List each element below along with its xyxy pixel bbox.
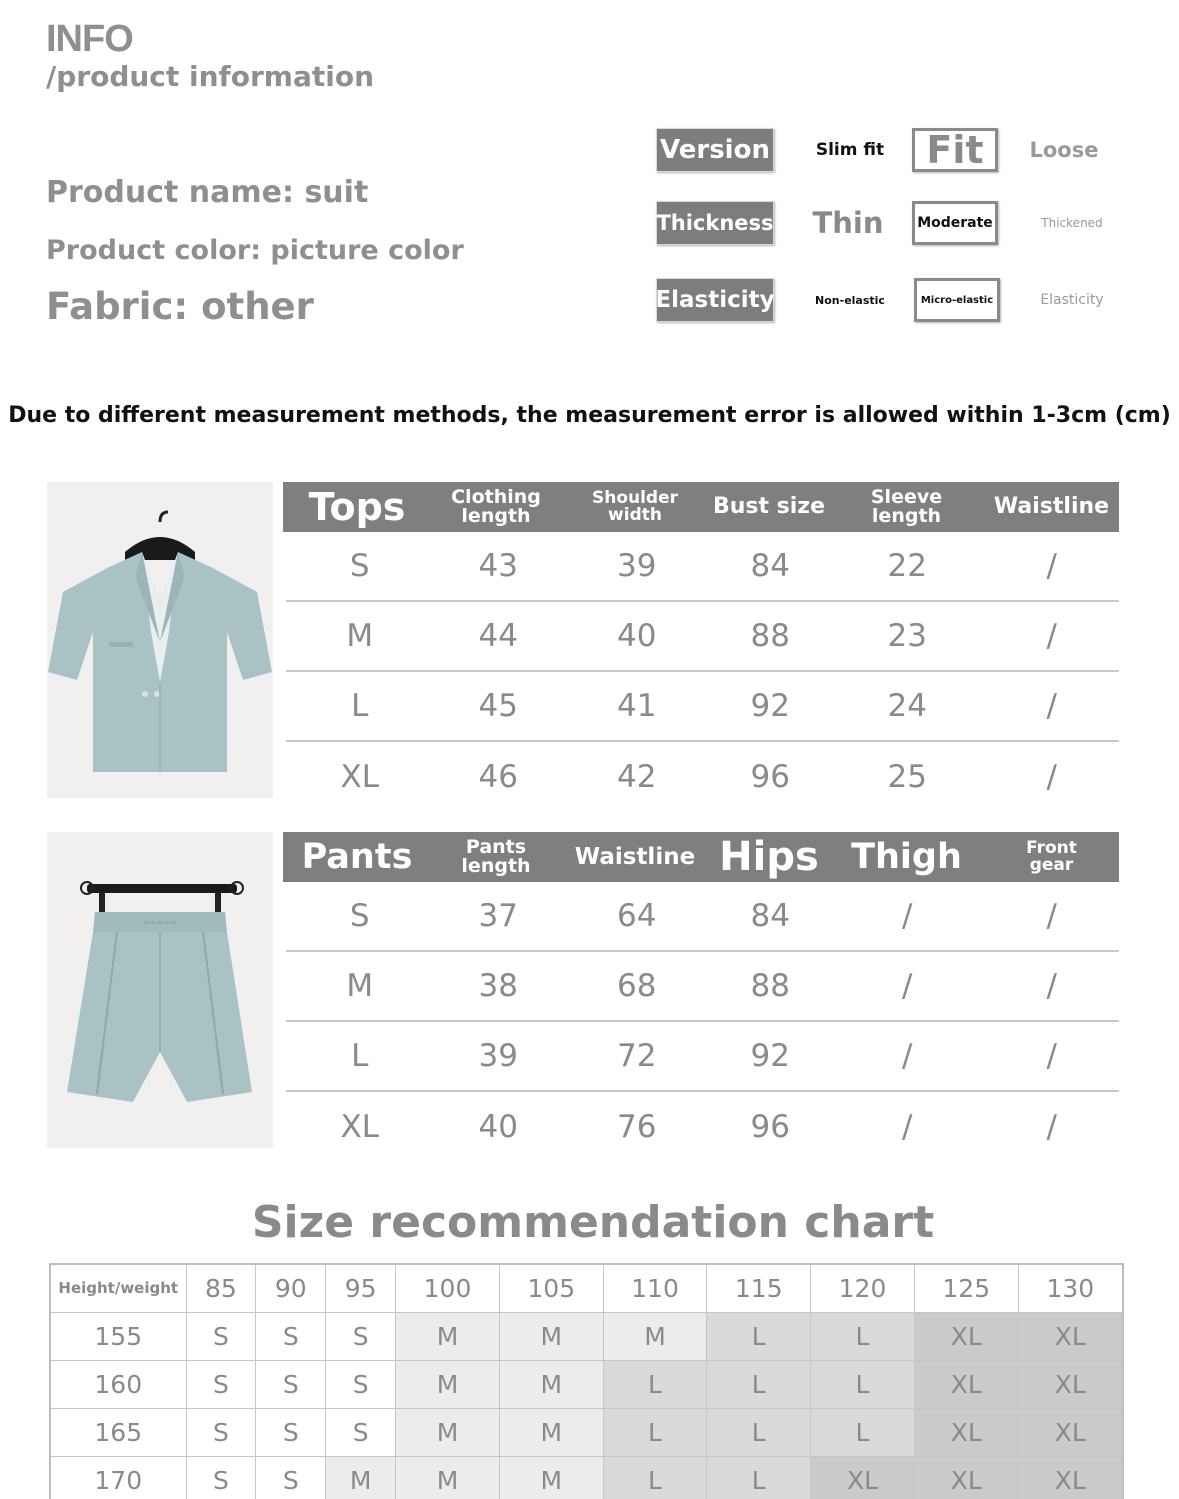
size-cell: M xyxy=(499,1408,603,1456)
value-cell: 92 xyxy=(750,1038,790,1074)
attribute-option: Non-elastic xyxy=(815,293,885,307)
size-cell: L xyxy=(351,1038,369,1074)
table-row xyxy=(50,1456,1123,1499)
table-row xyxy=(286,742,1119,812)
size-cell: M xyxy=(603,1312,707,1360)
attribute-row-elasticity xyxy=(656,278,1126,322)
size-cell: L xyxy=(707,1360,811,1408)
size-cell: XL xyxy=(340,759,379,795)
weight-cell: 105 xyxy=(499,1264,603,1312)
value-cell: 96 xyxy=(750,1109,790,1145)
tops-header-row xyxy=(283,482,1119,532)
svg-text:≈≈≈≈≈: ≈≈≈≈≈ xyxy=(143,918,177,927)
value-cell: / xyxy=(1046,618,1057,654)
value-cell: 40 xyxy=(478,1109,518,1145)
tops-header-cell: Clothing length xyxy=(451,486,541,527)
size-cell: M xyxy=(346,618,374,654)
value-cell: 84 xyxy=(750,898,790,934)
size-cell: S xyxy=(186,1456,256,1499)
value-cell: 68 xyxy=(617,968,657,1004)
value-cell: 76 xyxy=(617,1109,657,1145)
size-cell: M xyxy=(396,1360,500,1408)
size-cell: M xyxy=(396,1408,500,1456)
value-cell: / xyxy=(1046,968,1057,1004)
value-cell: 38 xyxy=(478,968,518,1004)
size-cell: L xyxy=(603,1408,707,1456)
size-cell: M xyxy=(346,968,374,1004)
value-cell: / xyxy=(902,898,913,934)
value-cell: 41 xyxy=(617,688,657,724)
size-cell: XL xyxy=(1018,1408,1123,1456)
height-cell: 160 xyxy=(50,1360,186,1408)
table-row xyxy=(50,1312,1123,1360)
tops-size-table xyxy=(283,482,1119,812)
weight-cell: 85 xyxy=(186,1264,256,1312)
attribute-option-selected: Micro-elastic xyxy=(914,278,1000,322)
value-cell: 88 xyxy=(750,968,790,1004)
size-cell: M xyxy=(326,1456,396,1499)
tops-header-cell: Shoulder width xyxy=(591,488,679,525)
table-row xyxy=(286,532,1119,602)
size-cell: XL xyxy=(811,1456,915,1499)
recommendation-header-row xyxy=(50,1264,1123,1312)
pants-header-cell: Front gear xyxy=(1026,838,1077,875)
size-cell: S xyxy=(349,548,370,584)
size-cell: S xyxy=(256,1312,326,1360)
size-cell: L xyxy=(603,1360,707,1408)
value-cell: 84 xyxy=(750,548,790,584)
value-cell: 40 xyxy=(617,618,657,654)
value-cell: / xyxy=(902,968,913,1004)
size-cell: L xyxy=(707,1312,811,1360)
info-title: INFO xyxy=(46,18,133,60)
tops-product-image xyxy=(47,482,273,798)
size-cell: XL xyxy=(1018,1312,1123,1360)
tops-header-cell: Sleeve length xyxy=(870,486,943,527)
value-cell: 96 xyxy=(750,759,790,795)
pants-header-cell: Waistline xyxy=(574,843,696,870)
tops-header-cell: Bust size xyxy=(712,494,826,519)
weight-cell: 110 xyxy=(603,1264,707,1312)
value-cell: / xyxy=(1046,548,1057,584)
size-cell: L xyxy=(351,688,369,724)
size-cell: L xyxy=(603,1456,707,1499)
weight-cell: 95 xyxy=(326,1264,396,1312)
attribute-option: Elasticity xyxy=(1040,292,1104,308)
size-cell: M xyxy=(499,1360,603,1408)
table-row xyxy=(286,1022,1119,1092)
size-cell: XL xyxy=(340,1109,379,1145)
value-cell: 46 xyxy=(478,759,518,795)
size-cell: S xyxy=(256,1360,326,1408)
attribute-row-version xyxy=(656,128,1126,172)
size-cell: XL xyxy=(914,1360,1018,1408)
value-cell: 22 xyxy=(887,548,927,584)
pants-header-cell: Thigh xyxy=(851,836,962,877)
size-cell: S xyxy=(349,898,370,934)
table-row xyxy=(286,672,1119,742)
value-cell: 42 xyxy=(617,759,657,795)
size-cell: S xyxy=(326,1312,396,1360)
size-cell: S xyxy=(326,1360,396,1408)
tops-header-title: Tops xyxy=(308,485,406,529)
attribute-option: Thickened xyxy=(1041,216,1103,230)
table-row xyxy=(286,952,1119,1022)
value-cell: 44 xyxy=(478,618,518,654)
pants-header-cell: Hips xyxy=(719,834,819,880)
value-cell: / xyxy=(1046,688,1057,724)
tops-header-cell: Waistline xyxy=(993,494,1110,519)
attribute-option-selected: Fit xyxy=(912,128,998,172)
size-cell: L xyxy=(707,1408,811,1456)
value-cell: / xyxy=(1046,1038,1057,1074)
size-cell: L xyxy=(811,1408,915,1456)
value-cell: 24 xyxy=(887,688,927,724)
corner-cell: Height/weight xyxy=(50,1264,186,1312)
size-cell: S xyxy=(186,1360,256,1408)
table-row xyxy=(50,1408,1123,1456)
size-cell: M xyxy=(499,1456,603,1499)
attribute-option: Thin xyxy=(812,206,884,240)
value-cell: 92 xyxy=(750,688,790,724)
weight-cell: 100 xyxy=(396,1264,500,1312)
table-row xyxy=(50,1360,1123,1408)
weight-cell: 125 xyxy=(914,1264,1018,1312)
size-cell: M xyxy=(396,1456,500,1499)
value-cell: 39 xyxy=(617,548,657,584)
table-row xyxy=(286,882,1119,952)
recommendation-title: Size recommendation chart xyxy=(251,1197,935,1248)
size-cell: L xyxy=(811,1360,915,1408)
attribute-label: Version xyxy=(656,128,774,172)
info-subtitle: /product information xyxy=(46,60,375,93)
weight-cell: 130 xyxy=(1018,1264,1123,1312)
pants-size-table xyxy=(283,832,1119,1162)
table-row xyxy=(286,1092,1119,1162)
size-cell: S xyxy=(186,1312,256,1360)
weight-cell: 115 xyxy=(707,1264,811,1312)
product-name: Product name: suit xyxy=(46,175,369,210)
size-cell: XL xyxy=(1018,1456,1123,1499)
value-cell: / xyxy=(902,1038,913,1074)
size-cell: M xyxy=(499,1312,603,1360)
pants-header-title: Pants xyxy=(301,836,413,877)
attribute-option: Loose xyxy=(1029,138,1099,162)
value-cell: / xyxy=(1046,898,1057,934)
pants-header-row xyxy=(283,832,1119,882)
size-cell: L xyxy=(811,1312,915,1360)
size-cell: XL xyxy=(914,1408,1018,1456)
value-cell: 23 xyxy=(887,618,927,654)
attribute-option-selected: Moderate xyxy=(912,201,998,245)
attribute-label: Thickness xyxy=(656,201,774,245)
size-cell: XL xyxy=(1018,1360,1123,1408)
size-cell: S xyxy=(186,1408,256,1456)
pants-header-cell: Pants length xyxy=(461,836,531,877)
value-cell: 88 xyxy=(750,618,790,654)
measurement-notice: Due to different measurement methods, the measurement error is allowed within 1-3cm (cm) xyxy=(8,403,1171,428)
size-cell: XL xyxy=(914,1456,1018,1499)
value-cell: 25 xyxy=(887,759,927,795)
height-cell: 170 xyxy=(50,1456,186,1499)
size-cell: XL xyxy=(914,1312,1018,1360)
value-cell: 37 xyxy=(478,898,518,934)
weight-cell: 90 xyxy=(256,1264,326,1312)
size-recommendation-table xyxy=(49,1263,1124,1499)
size-cell: S xyxy=(326,1408,396,1456)
pants-product-image xyxy=(47,832,273,1148)
value-cell: 39 xyxy=(478,1038,518,1074)
value-cell: 64 xyxy=(617,898,657,934)
height-cell: 165 xyxy=(50,1408,186,1456)
size-cell: S xyxy=(256,1408,326,1456)
value-cell: / xyxy=(1046,759,1057,795)
attribute-label: Elasticity xyxy=(656,278,774,322)
product-fabric: Fabric: other xyxy=(46,285,314,328)
value-cell: 43 xyxy=(478,548,518,584)
attribute-option: Slim fit xyxy=(815,140,885,160)
value-cell: / xyxy=(902,1109,913,1145)
attribute-row-thickness xyxy=(656,201,1126,245)
height-cell: 155 xyxy=(50,1312,186,1360)
product-color: Product color: picture color xyxy=(46,235,464,266)
size-cell: M xyxy=(396,1312,500,1360)
value-cell: 72 xyxy=(617,1038,657,1074)
weight-cell: 120 xyxy=(811,1264,915,1312)
size-cell: S xyxy=(256,1456,326,1499)
value-cell: 45 xyxy=(478,688,518,724)
table-row xyxy=(286,602,1119,672)
size-cell: L xyxy=(707,1456,811,1499)
value-cell: / xyxy=(1046,1109,1057,1145)
